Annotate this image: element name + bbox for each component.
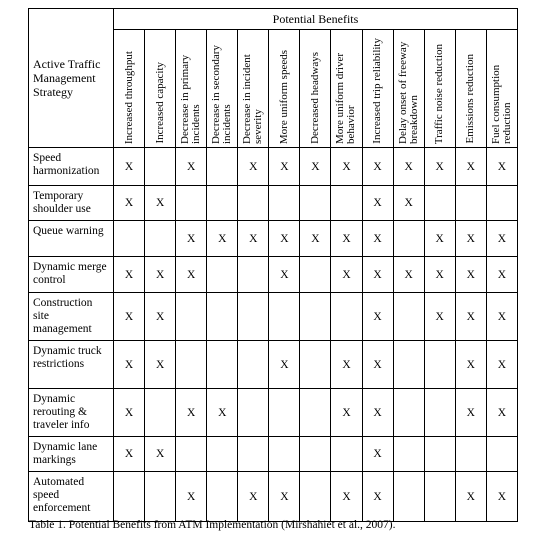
strategy-label: Queue warning — [29, 221, 114, 257]
benefit-mark-cell — [455, 437, 486, 472]
benefit-mark-cell — [393, 437, 424, 472]
benefit-mark-cell — [300, 341, 331, 389]
benefit-mark-cell: X — [455, 389, 486, 437]
benefit-column-label: Decrease in secondary incidents — [210, 45, 234, 144]
benefit-mark-cell — [424, 437, 455, 472]
benefit-mark-cell — [114, 472, 145, 522]
benefit-column-label: Delay onset of freeway breakdown — [396, 41, 420, 144]
benefit-mark-cell — [269, 437, 300, 472]
benefit-mark-cell: X — [362, 341, 393, 389]
benefit-mark-cell: X — [486, 148, 517, 186]
benefit-mark-cell — [145, 148, 176, 186]
benefit-mark-cell — [238, 437, 269, 472]
benefit-mark-cell: X — [331, 472, 362, 522]
benefit-mark-cell — [331, 437, 362, 472]
strategy-label: Speed harmonization — [29, 148, 114, 186]
strategy-label: Temporary shoulder use — [29, 186, 114, 221]
potential-benefits-header: Potential Benefits — [114, 9, 518, 30]
benefit-mark-cell — [207, 341, 238, 389]
benefit-mark-cell: X — [455, 341, 486, 389]
benefit-mark-cell: X — [486, 221, 517, 257]
table-row — [29, 437, 518, 472]
benefit-mark-cell — [269, 186, 300, 221]
benefit-mark-cell — [145, 472, 176, 522]
benefit-column-label: Increased throughput — [122, 50, 135, 144]
benefit-mark-cell: X — [455, 148, 486, 186]
benefit-mark-cell: X — [238, 472, 269, 522]
benefit-mark-cell: X — [114, 341, 145, 389]
benefit-column-label: Decreased headways — [308, 52, 321, 144]
benefit-mark-cell: X — [145, 186, 176, 221]
benefit-mark-cell: X — [424, 257, 455, 293]
benefit-column-header — [486, 30, 517, 148]
benefit-mark-cell: X — [455, 257, 486, 293]
benefit-mark-cell: X — [176, 472, 207, 522]
benefit-mark-cell: X — [393, 257, 424, 293]
benefit-mark-cell: X — [393, 186, 424, 221]
table-row — [29, 293, 518, 341]
benefit-column-header — [269, 30, 300, 148]
benefit-column-header — [362, 30, 393, 148]
benefit-mark-cell — [424, 341, 455, 389]
benefit-mark-cell — [269, 293, 300, 341]
benefit-column-label: More uniform speeds — [277, 49, 290, 144]
benefit-mark-cell: X — [145, 341, 176, 389]
benefit-mark-cell: X — [486, 293, 517, 341]
benefit-mark-cell — [238, 341, 269, 389]
benefit-column-header — [145, 30, 176, 148]
benefit-mark-cell — [238, 186, 269, 221]
benefit-mark-cell: X — [455, 472, 486, 522]
table-row — [29, 186, 518, 221]
benefit-mark-cell: X — [238, 148, 269, 186]
benefit-mark-cell: X — [331, 221, 362, 257]
benefit-mark-cell: X — [331, 257, 362, 293]
strategy-column-header: Active Traffic Management Strategy — [29, 9, 114, 148]
benefit-mark-cell — [393, 389, 424, 437]
benefit-mark-cell — [300, 472, 331, 522]
benefit-column-label: Increased trip reliability — [371, 38, 384, 144]
benefit-mark-cell — [424, 389, 455, 437]
benefit-mark-cell: X — [145, 257, 176, 293]
strategy-label: Automated speed enforcement — [29, 472, 114, 522]
table-header-row-top — [29, 9, 518, 30]
benefit-mark-cell — [331, 293, 362, 341]
benefit-mark-cell: X — [362, 437, 393, 472]
benefit-column-label: More uniform driver behavior — [334, 52, 358, 144]
benefit-mark-cell: X — [362, 221, 393, 257]
benefit-mark-cell — [207, 437, 238, 472]
strategy-label: Construction site management — [29, 293, 114, 341]
table-caption: Table 1. Potential Benefits from ATM Implementation (Mirshahiet et al., 2007). — [29, 519, 396, 531]
benefit-column-header — [176, 30, 207, 148]
benefit-mark-cell — [145, 221, 176, 257]
benefit-mark-cell: X — [362, 389, 393, 437]
benefit-mark-cell — [207, 293, 238, 341]
benefit-column-header — [455, 30, 486, 148]
benefit-mark-cell: X — [207, 389, 238, 437]
benefit-mark-cell: X — [300, 148, 331, 186]
benefit-mark-cell — [486, 437, 517, 472]
benefit-mark-cell — [300, 257, 331, 293]
strategy-label: Dynamic merge control — [29, 257, 114, 293]
benefit-mark-cell: X — [486, 257, 517, 293]
benefit-mark-cell: X — [331, 148, 362, 186]
benefit-column-header — [207, 30, 238, 148]
benefit-mark-cell: X — [176, 221, 207, 257]
benefit-mark-cell: X — [362, 472, 393, 522]
table-row — [29, 148, 518, 186]
benefit-mark-cell: X — [114, 437, 145, 472]
benefit-mark-cell — [207, 472, 238, 522]
benefit-mark-cell: X — [362, 148, 393, 186]
benefit-mark-cell — [424, 186, 455, 221]
benefit-mark-cell: X — [362, 186, 393, 221]
benefit-mark-cell: X — [455, 293, 486, 341]
benefit-mark-cell: X — [114, 293, 145, 341]
benefit-mark-cell: X — [207, 221, 238, 257]
benefit-mark-cell: X — [331, 341, 362, 389]
benefit-mark-cell: X — [331, 389, 362, 437]
strategy-label: Dynamic lane markings — [29, 437, 114, 472]
benefit-mark-cell: X — [176, 148, 207, 186]
benefit-column-header — [424, 30, 455, 148]
benefit-mark-cell: X — [269, 257, 300, 293]
benefit-mark-cell: X — [424, 148, 455, 186]
benefit-mark-cell — [300, 293, 331, 341]
benefit-mark-cell — [331, 186, 362, 221]
benefit-mark-cell — [176, 186, 207, 221]
benefit-mark-cell — [207, 148, 238, 186]
benefit-mark-cell: X — [145, 437, 176, 472]
benefit-mark-cell: X — [362, 257, 393, 293]
benefit-mark-cell — [176, 293, 207, 341]
benefit-column-label: Increased capacity — [153, 62, 166, 144]
benefit-mark-cell — [238, 389, 269, 437]
benefit-mark-cell — [424, 472, 455, 522]
benefit-mark-cell — [393, 221, 424, 257]
benefit-mark-cell — [176, 341, 207, 389]
benefit-column-label: Decrease in incident severity — [241, 54, 265, 144]
benefit-mark-cell — [207, 186, 238, 221]
benefit-mark-cell — [176, 437, 207, 472]
benefit-mark-cell — [114, 221, 145, 257]
benefit-mark-cell — [486, 186, 517, 221]
benefit-column-header — [238, 30, 269, 148]
benefit-mark-cell — [300, 437, 331, 472]
benefit-mark-cell: X — [486, 341, 517, 389]
benefit-mark-cell: X — [176, 389, 207, 437]
benefit-mark-cell: X — [393, 148, 424, 186]
benefit-column-label: Emissions reduction — [464, 54, 477, 144]
benefit-mark-cell — [300, 389, 331, 437]
benefit-mark-cell — [300, 186, 331, 221]
benefit-mark-cell: X — [114, 257, 145, 293]
benefit-column-header — [300, 30, 331, 148]
benefit-mark-cell: X — [424, 293, 455, 341]
benefit-mark-cell — [207, 257, 238, 293]
table-body — [29, 148, 518, 522]
benefit-mark-cell — [269, 389, 300, 437]
benefit-mark-cell: X — [362, 293, 393, 341]
benefit-mark-cell: X — [145, 293, 176, 341]
benefit-column-label: Fuel consumption reduction — [489, 64, 513, 144]
benefit-mark-cell — [238, 257, 269, 293]
benefit-mark-cell — [393, 472, 424, 522]
strategy-label: Dynamic rerouting & traveler info — [29, 389, 114, 437]
benefit-mark-cell: X — [486, 389, 517, 437]
atm-benefits-table — [28, 8, 518, 522]
table-row — [29, 472, 518, 522]
table-row — [29, 389, 518, 437]
benefit-column-header — [331, 30, 362, 148]
table-row — [29, 221, 518, 257]
benefit-mark-cell: X — [114, 148, 145, 186]
benefit-mark-cell — [393, 341, 424, 389]
strategy-label: Dynamic truck restrictions — [29, 341, 114, 389]
benefit-column-label: Decrease in primary incidents — [179, 54, 203, 144]
benefit-mark-cell: X — [269, 148, 300, 186]
benefit-mark-cell: X — [300, 221, 331, 257]
table-row — [29, 257, 518, 293]
benefit-mark-cell: X — [269, 221, 300, 257]
benefit-mark-cell: X — [176, 257, 207, 293]
benefit-mark-cell: X — [238, 221, 269, 257]
benefit-mark-cell: X — [455, 221, 486, 257]
benefit-mark-cell — [145, 389, 176, 437]
benefit-mark-cell — [455, 186, 486, 221]
benefit-mark-cell: X — [114, 389, 145, 437]
benefit-mark-cell: X — [114, 186, 145, 221]
benefit-mark-cell: X — [424, 221, 455, 257]
benefit-mark-cell: X — [269, 472, 300, 522]
table-row — [29, 341, 518, 389]
benefit-column-header — [114, 30, 145, 148]
benefit-mark-cell: X — [269, 341, 300, 389]
benefit-mark-cell — [393, 293, 424, 341]
benefit-mark-cell: X — [486, 472, 517, 522]
benefit-column-header — [393, 30, 424, 148]
benefit-mark-cell — [238, 293, 269, 341]
benefit-column-label: Traffic noise reduction — [433, 43, 446, 144]
